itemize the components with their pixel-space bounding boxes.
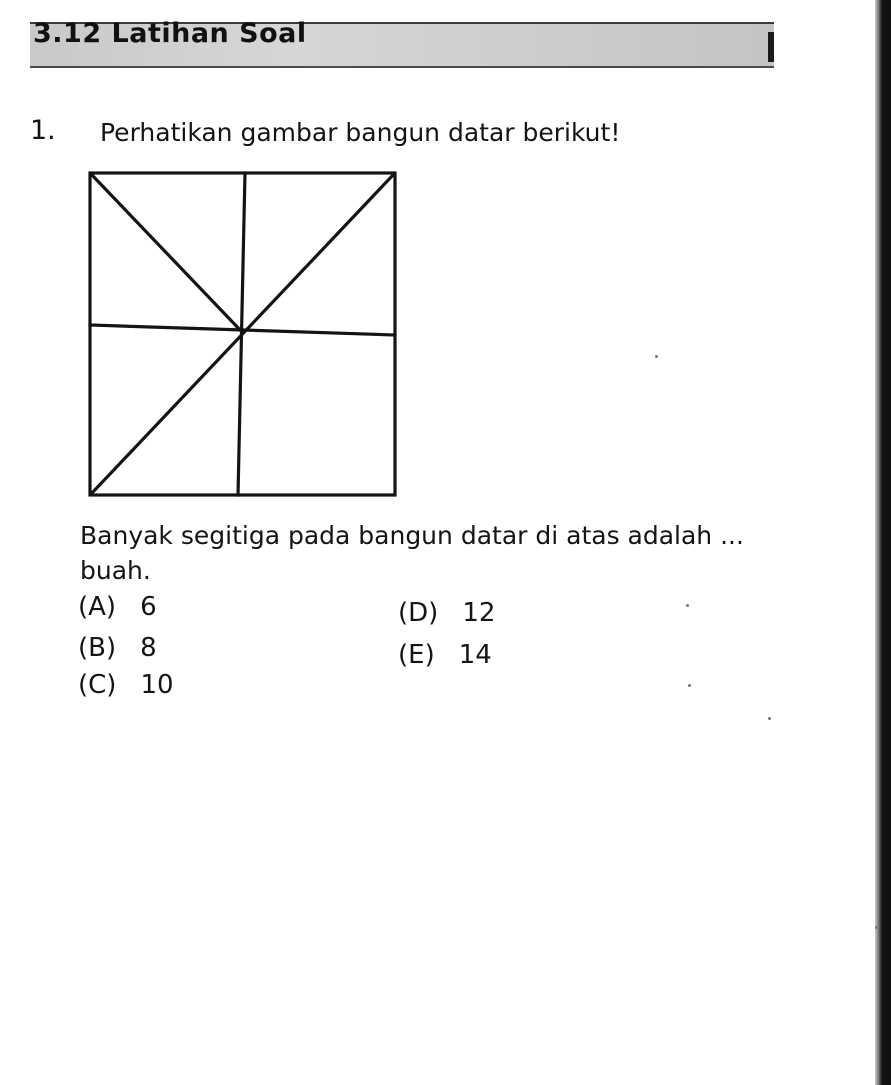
geometry-figure: [80, 165, 400, 505]
question-number: 1.: [30, 115, 56, 146]
option-c: [78, 670, 174, 700]
option-letter: (E): [398, 640, 435, 670]
option-value: 10: [140, 670, 174, 700]
option-letter: (A): [78, 592, 117, 622]
option-b: [78, 633, 157, 663]
question-body: Banyak segitiga pada bangun datar di atas adalah ... buah.: [80, 521, 744, 585]
option-letter: (B): [78, 633, 117, 663]
paper-speck: [875, 926, 878, 929]
question-prompt: Perhatikan gambar bangun datar berikut!: [100, 118, 621, 147]
option-d: [398, 598, 495, 628]
option-letter: (D): [398, 598, 439, 628]
diagonal-top-left: [92, 175, 242, 332]
section-title: 3.12 Latihan Soal: [33, 18, 307, 49]
option-letter: (C): [78, 670, 117, 700]
option-e: [398, 640, 492, 670]
option-value: 12: [462, 598, 496, 628]
paper-speck: [768, 717, 771, 720]
option-value: 8: [140, 633, 157, 663]
option-value: 14: [458, 640, 492, 670]
option-a: [78, 592, 157, 622]
option-value: 6: [140, 592, 157, 622]
page-edge-shadow: [875, 0, 891, 1085]
paper-speck: [688, 684, 691, 687]
paper-speck: [655, 355, 658, 358]
paper-speck: [686, 604, 689, 607]
